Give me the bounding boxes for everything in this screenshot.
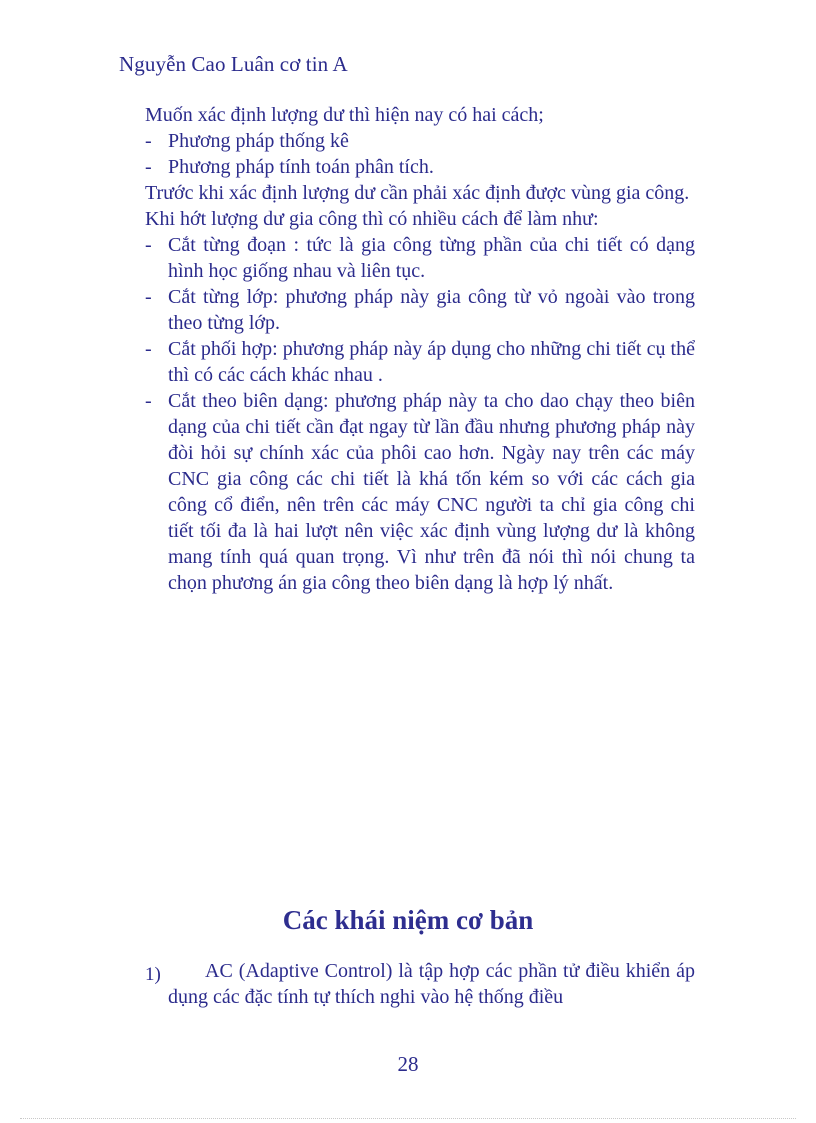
cutting-method-text: Cắt theo biên dạng: phương pháp này ta cho dao chạy theo biên dạng của chi tiết cần đạt ngay từ lần đầu nhưng phương pháp này đòi hỏi sự chính xác của phôi cao hơn. Ngày nay trên các máy CNC gia công các chi tiết là khá tốn kém so với các cách gia công cổ điển, nên trên các máy CNC người ta chỉ gia công chi tiết tối đa là hai lượt nên việc xác định vùng lượng dư là không mang tính quá quan trọng. Vì như trên đã nói thì nói chung ta chọn phương án gia công theo biên dạng là hợp lý nhất. (168, 390, 695, 594)
bullet-dash: - (145, 390, 152, 412)
method-item (145, 128, 695, 154)
cutting-method-item (145, 388, 695, 596)
cutting-intro: Khi hớt lượng dư gia công thì có nhiều cách để làm như: (145, 208, 599, 230)
page-header: Nguyễn Cao Luân cơ tin A (119, 52, 348, 76)
bullet-dash: - (145, 156, 152, 178)
cutting-method-item (145, 336, 695, 388)
concept-text: AC (Adaptive Control) là tập hợp các phần tử điều khiển áp dụng các đặc tính tự thích nghi vào hệ thống điều (168, 960, 695, 1008)
footer-divider (20, 1118, 796, 1119)
method-text: Phương pháp tính toán phân tích. (168, 156, 434, 178)
section-heading: Các khái niệm cơ bản (282, 905, 534, 935)
concept-item (145, 958, 695, 1010)
zone-paragraph: Trước khi xác định lượng dư cần phải xác định được vùng gia công. (145, 182, 690, 204)
cutting-method-item (145, 232, 695, 284)
bullet-dash: - (145, 338, 152, 360)
page-number: 28 (397, 1052, 419, 1076)
cutting-method-text: Cắt từng đoạn : tức là gia công từng phần của chi tiết có dạng hình học giống nhau và liên tục. (168, 234, 695, 282)
intro-line: Muốn xác định lượng dư thì hiện nay có hai cách; (145, 104, 544, 126)
bullet-dash: - (145, 234, 152, 256)
cutting-method-text: Cắt từng lớp: phương pháp này gia công từ vỏ ngoài vào trong theo từng lớp. (168, 286, 695, 334)
method-item (145, 154, 695, 180)
cutting-method-item (145, 284, 695, 336)
concept-number: 1) (145, 964, 161, 985)
bullet-dash: - (145, 286, 152, 308)
bullet-dash: - (145, 130, 152, 152)
method-text: Phương pháp thống kê (168, 130, 349, 152)
body-content (145, 102, 695, 596)
cutting-method-text: Cắt phối hợp: phương pháp này áp dụng cho những chi tiết cụ thể thì có các cách khác nhau . (168, 338, 695, 386)
